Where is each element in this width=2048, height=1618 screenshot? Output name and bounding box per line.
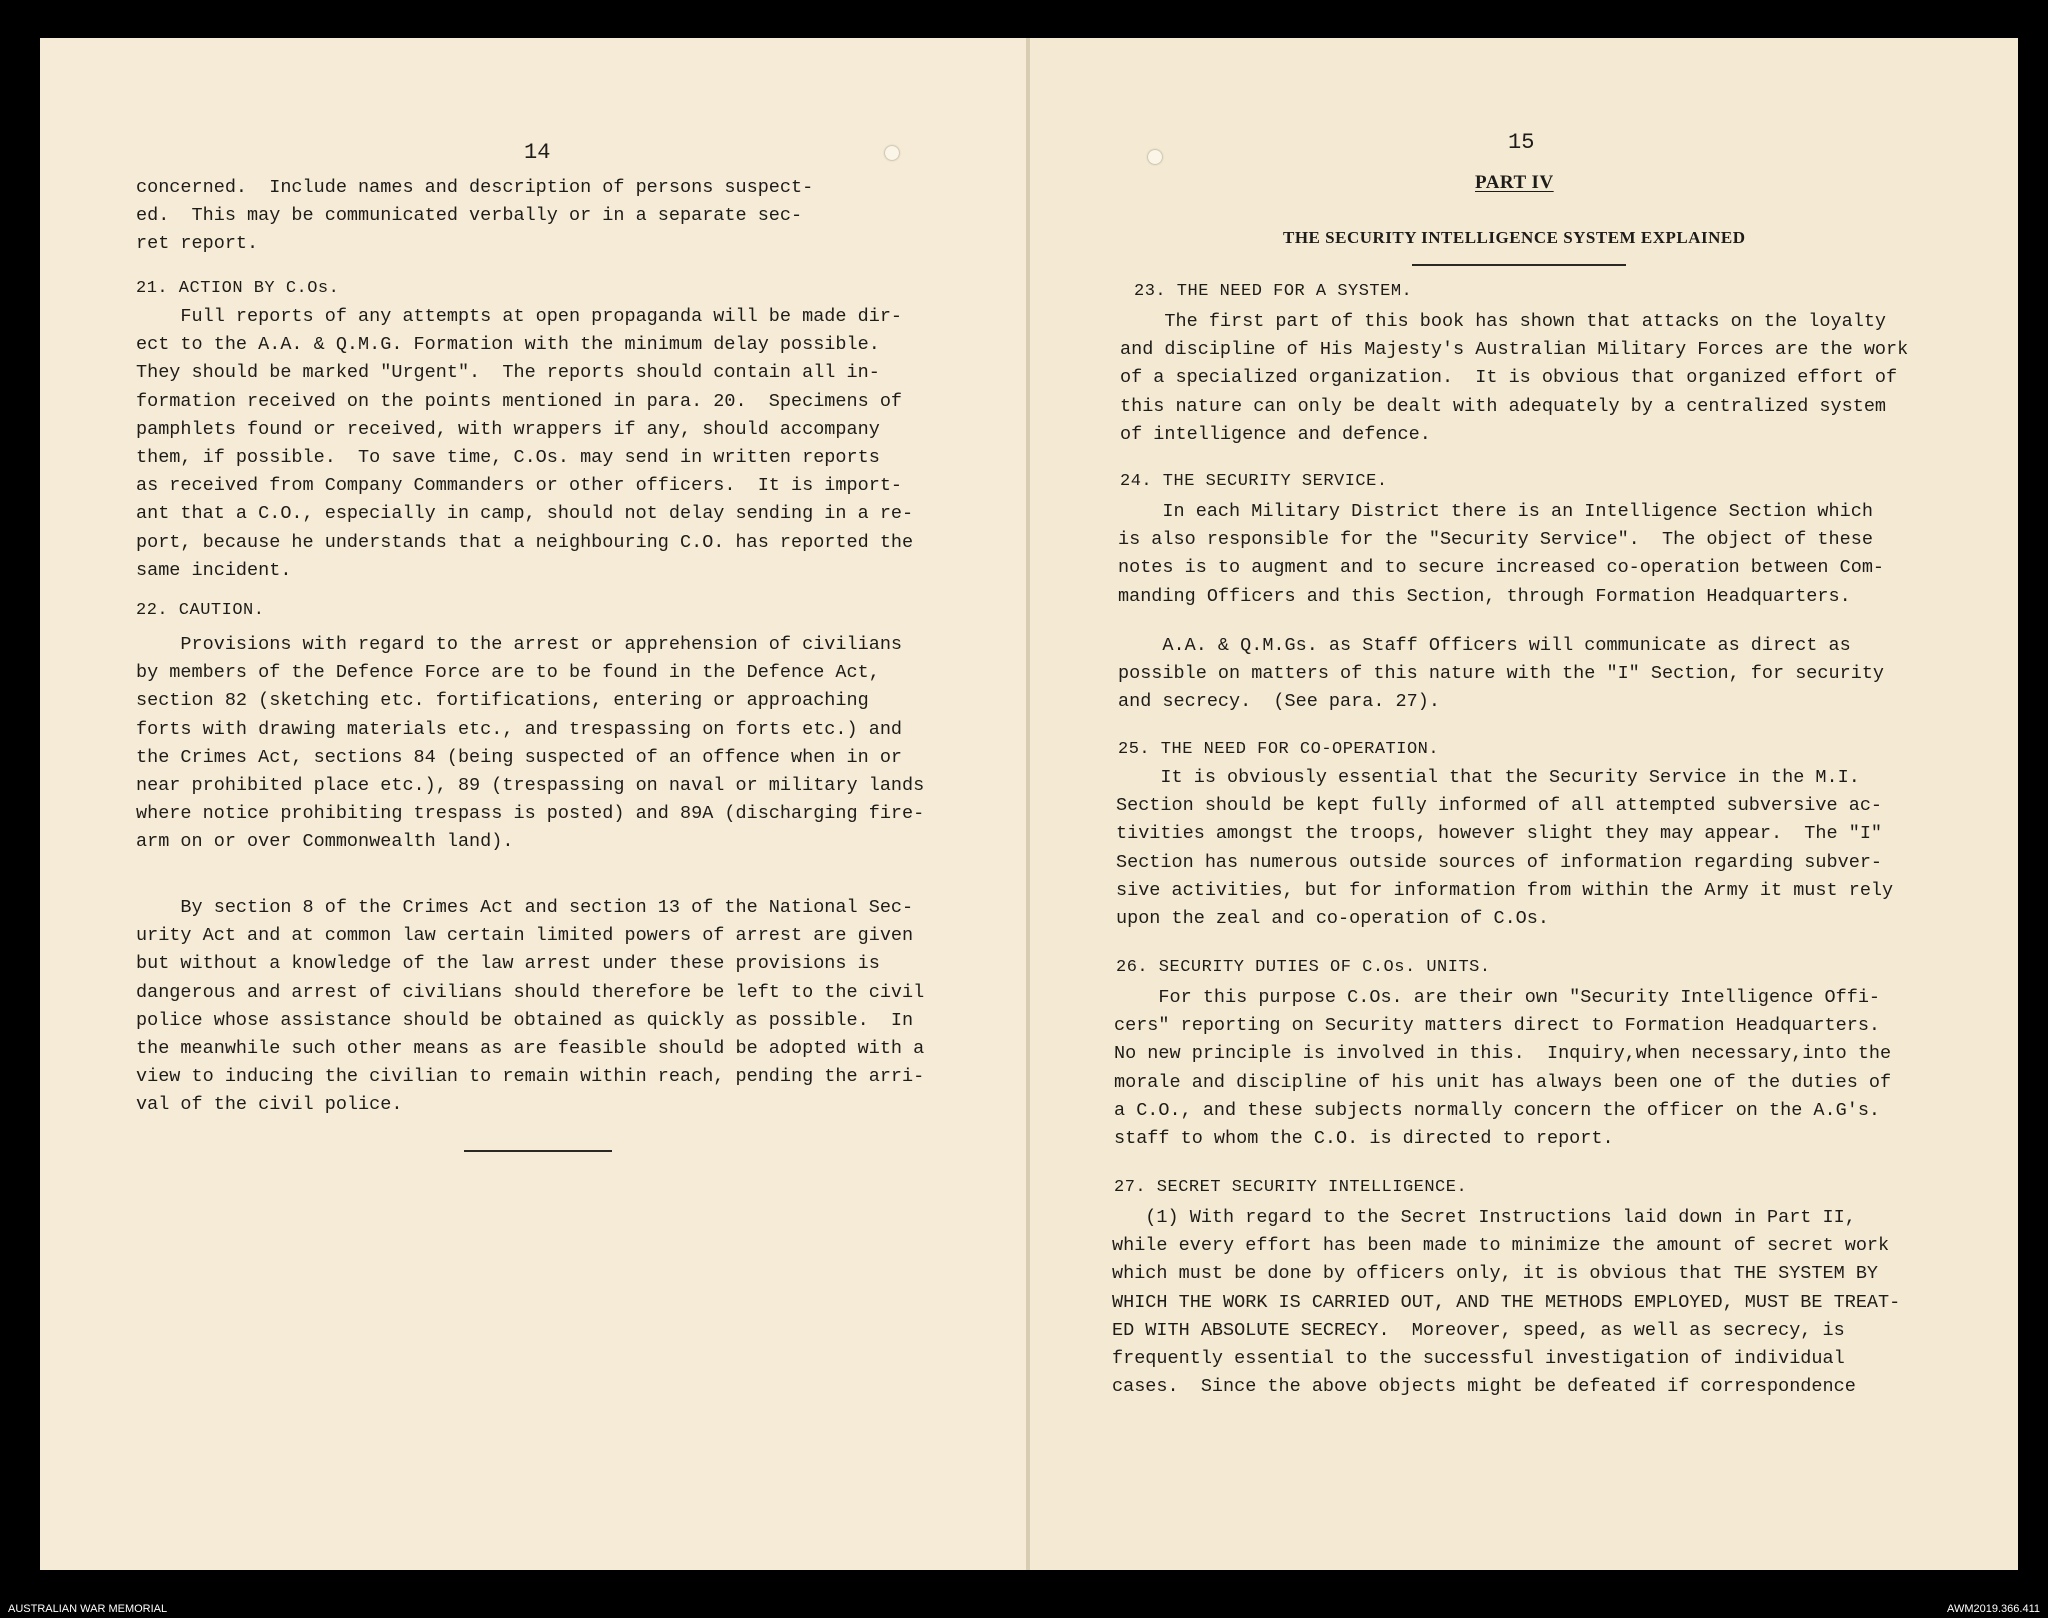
section-paragraph: A.A. & Q.M.Gs. as Staff Officers will communicate as direct as possible on matters of this nature with the "I" Section, for security and secrecy. (See para. 27).: [1118, 635, 1885, 713]
part-title: PART IV: [1475, 172, 1554, 193]
section-paragraph: The first part of this book has shown that attacks on the loyalty and discipline of His Majesty's Australian Military Forces are the work of a specialized organization. It is obvious that organized effort of this nature can only be dealt with adequately by a centralized system of intelligence and defence.: [1120, 311, 1909, 445]
left-page: [40, 38, 1026, 1570]
section-heading: 24. THE SECURITY SERVICE.: [1120, 472, 1388, 491]
footer-reference: AWM2019.366.411: [1947, 1603, 2040, 1615]
staple-hole: [1148, 150, 1162, 164]
section-heading: 25. THE NEED FOR CO-OPERATION.: [1118, 740, 1440, 759]
footer-credit: AUSTRALIAN WAR MEMORIAL: [8, 1603, 168, 1615]
right-page: [1030, 38, 2018, 1570]
section-paragraph: Full reports of any attempts at open propaganda will be made dir- ect to the A.A. & Q.M.G. Formation with the minimum delay possible. They should be marked "Urgent". The reports should contain all in- formation received on the points mentioned in para. 20. Specimens of pamphlets found or received, with wrappers if any, should accompany them, if possible. To save time, C.Os. may send in written reports as received from Company Commanders or other officers. It is import- ant that a C.O., especially in camp, should not delay sending in a re- port, because he understands that a neighbouring C.O. has reported the same incident.: [136, 306, 914, 581]
closing-rule: [464, 1150, 612, 1152]
section-paragraph: (1) With regard to the Secret Instructions laid down in Part II, while every effort has been made to minimize the amount of secret work which must be done by officers only, it is obvious that THE SYSTEM BY WHICH THE WORK IS CARRIED OUT, AND THE METHODS EMPLOYED, MUST BE TREAT- ED WITH ABSOLUTE SECRECY. Moreover, speed, as well as secrecy, is frequently essential to the successful investigation of individual cases. Since the above objects might be defeated if correspondence: [1112, 1207, 1901, 1398]
staple-hole: [885, 146, 899, 160]
part-subtitle: THE SECURITY INTELLIGENCE SYSTEM EXPLAINED: [1283, 228, 1746, 247]
section-paragraph: For this purpose C.Os. are their own "Security Intelligence Offi- cers" reporting on Security matters direct to Formation Headquarters. No new principle is involved in this. Inquiry,when necessary,into the morale and discipline of his unit has always been one of the duties of a C.O., and these subjects normally concern the officer on the A.G's. staff to whom the C.O. is directed to report.: [1114, 987, 1892, 1150]
section-heading: 26. SECURITY DUTIES OF C.Os. UNITS.: [1116, 958, 1491, 977]
section-heading: 21. ACTION BY C.Os.: [136, 279, 340, 298]
section-heading: 22. CAUTION.: [136, 601, 265, 620]
section-heading: 27. SECRET SECURITY INTELLIGENCE.: [1114, 1178, 1468, 1197]
section-paragraph: It is obviously essential that the Security Service in the M.I. Section should be kept fully informed of all attempted subversive ac- tivities amongst the troops, however slight they may appear. The "I" Section has numerous outside sources of information regarding subver- sive activities, but for information from within the Army it must rely upon the zeal and co-operation of C.Os.: [1116, 767, 1894, 930]
section-paragraph: By section 8 of the Crimes Act and section 13 of the National Sec- urity Act and at common law certain limited powers of arrest are given but without a knowledge of the law arrest under these provisions is dangerous and arrest of civilians should therefore be left to the civil police whose assistance should be obtained as quickly as possible. In the meanwhile such other means as are feasible should be adopted with a view to inducing the civilian to remain within reach, pending the arri- val of the civil police.: [136, 897, 925, 1116]
section-heading: 23. THE NEED FOR A SYSTEM.: [1134, 282, 1413, 301]
page-number: 15: [1508, 130, 1535, 155]
continuation-text: concerned. Include names and description of persons suspect- ed. This may be communicated verbally or in a separate sec- ret report.: [136, 177, 814, 255]
subtitle-rule: [1412, 264, 1626, 266]
page-number: 14: [524, 140, 551, 165]
section-paragraph: In each Military District there is an Intelligence Section which is also responsible for the "Security Service". The object of these notes is to augment and to secure increased co-operation between Com- manding Officers and this Section, through Formation Headquarters.: [1118, 501, 1885, 607]
section-paragraph: Provisions with regard to the arrest or apprehension of civilians by members of the Defence Force are to be found in the Defence Act, section 82 (sketching etc. fortifications, entering or approaching forts with drawing materials etc., and trespassing on forts etc.) and the Crimes Act, sections 84 (being suspected of an offence when in or near prohibited place etc.), 89 (trespassing on naval or military lands where notice prohibiting trespass is posted) and 89A (discharging fire- arm on or over Commonwealth land).: [136, 634, 925, 853]
